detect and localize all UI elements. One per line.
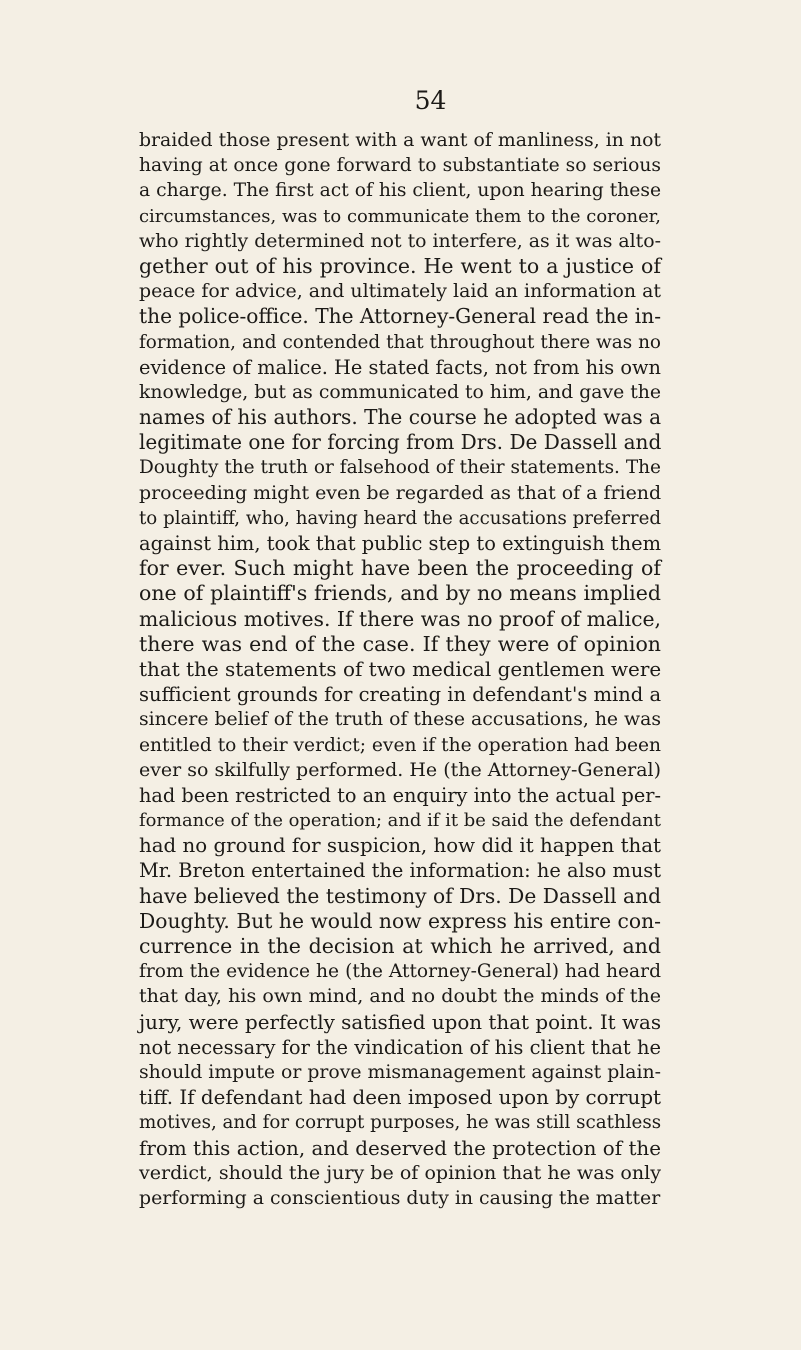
text-line: tiff. If defendant had deen imposed upon by corrupt (139, 1086, 661, 1110)
text-line: formation, and contended that throughout there was no (139, 331, 661, 353)
text-line: should impute or prove mismanagement against plain- (139, 1061, 662, 1083)
text-line: from the evidence he (the Attorney-General) had heard (139, 961, 661, 983)
text-line: names of his authors. The course he adopted was a (139, 405, 662, 430)
text-line: Mr. Breton entertained the information: he also must (139, 859, 661, 883)
text-line: that the statements of two medical gentlemen were (139, 657, 662, 681)
text-line: Doughty. But he would now express his entire con- (139, 908, 661, 933)
text-line: had no ground for suspicion, how did it happen that (139, 834, 661, 858)
text-line: verdict, should the jury be of opinion that he was only (139, 1161, 661, 1184)
text-line: the police-office. The Attorney-General read the in- (139, 304, 661, 329)
page-number: 54 (414, 86, 447, 115)
text-line: currence in the decision at which he arrived, and (139, 934, 661, 958)
text-line: gether out of his province. He went to a justice of (139, 253, 661, 278)
text-line: proceeding might even be regarded as that of a friend (139, 481, 662, 504)
text-line: a charge. The first act of his client, upon hearing these (139, 180, 661, 202)
text-line: Doughty the truth or falsehood of their statements. The (139, 457, 661, 479)
text-line: against him, took that public step to extinguish them (139, 532, 661, 555)
text-line: sufficient grounds for creating in defendant's mind a (139, 683, 662, 707)
text-line: entitled to their verdict; even if the operation had been (139, 734, 661, 756)
text-line: evidence of malice. He stated facts, not from his own (139, 355, 661, 379)
text-line: to plaintiff, who, having heard the accusations preferred (139, 507, 661, 529)
text-line: performing a conscientious duty in causing the matter (139, 1186, 661, 1209)
text-line: there was end of the case. If they were of opinion (139, 631, 661, 656)
text-line: sincere belief of the truth of these accusations, he was (139, 709, 661, 731)
text-line: who rightly determined not to interfere, as it was alto- (139, 229, 661, 252)
text-line: peace for advice, and ultimately laid an information at (139, 280, 661, 303)
text-line: that day, his own mind, and no doubt the minds of the (139, 985, 661, 1008)
text-line: having at once gone forward to substantiate so serious (139, 155, 661, 177)
body-paragraph (139, 128, 661, 1211)
text-line: one of plaintiff's friends, and by no means implied (139, 581, 661, 606)
text-line: braided those present with a want of manliness, in not (139, 130, 661, 151)
text-line: knowledge, but as communicated to him, and gave the (139, 381, 661, 403)
text-line: from this action, and deserved the protection of the (139, 1136, 661, 1160)
text-line: have believed the testimony of Drs. De Dassell and (139, 883, 661, 908)
text-line: jury, were perfectly satisfied upon that point. It was (139, 1010, 662, 1034)
text-line: had been restricted to an enquiry into the actual per- (139, 783, 661, 807)
text-line: for ever. Such might have been the proceeding of (139, 556, 661, 581)
text-line: not necessary for the vindication of his client that he (139, 1035, 661, 1059)
text-line: malicious motives. If there was no proof of malice, (139, 606, 661, 631)
text-line: circumstances, was to communicate them to the coroner, (139, 205, 661, 227)
text-line: motives, and for corrupt purposes, he was still scathless (139, 1112, 662, 1134)
text-line: formance of the operation; and if it be said the defendant (139, 810, 661, 832)
text-line: legitimate one for forcing from Drs. De Dassell and (139, 430, 662, 455)
text-line: ever so skilfully performed. He (the Attorney-General) (139, 758, 661, 781)
